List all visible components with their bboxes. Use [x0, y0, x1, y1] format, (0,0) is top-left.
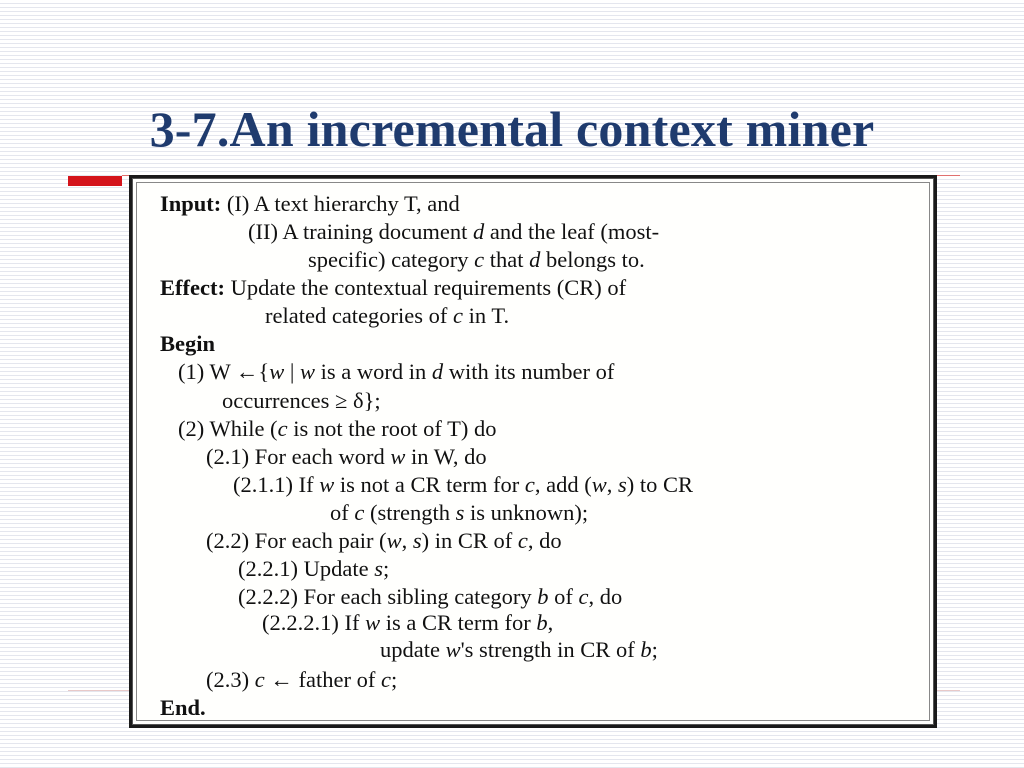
algo-text: ← father of	[264, 667, 381, 692]
algo-text: is unknown);	[464, 500, 589, 525]
algo-line	[238, 584, 622, 610]
slide-title: 3-7.An incremental context miner	[149, 101, 875, 157]
algo-text: ,	[401, 528, 413, 553]
variable-text: c	[254, 667, 265, 692]
variable-text: w	[300, 359, 316, 384]
algo-text: (2.2) For each pair (	[206, 528, 387, 553]
variable-text: s	[374, 556, 383, 581]
keyword-text: Begin	[160, 331, 216, 356]
algo-text: occurrences ≥ δ};	[222, 388, 381, 413]
algo-line	[262, 610, 553, 636]
algo-text: (2.1) For each word	[206, 444, 391, 469]
algo-text: is not a CR term for	[334, 472, 525, 497]
algo-line	[206, 528, 562, 554]
algo-line	[330, 500, 588, 526]
algo-line	[380, 637, 658, 663]
variable-text: c	[354, 500, 365, 525]
keyword-text: End.	[160, 695, 206, 720]
algo-text: update	[380, 637, 446, 662]
algo-text: ,	[606, 472, 618, 497]
variable-text: c	[517, 528, 528, 553]
algo-text: in W, do	[405, 444, 487, 469]
variable-text: w	[386, 528, 402, 553]
title-rule-right	[937, 175, 960, 176]
algo-text: (strength	[364, 500, 456, 525]
algo-text: ;	[390, 667, 398, 692]
footer-rule-left	[68, 690, 129, 691]
algo-text: of	[330, 500, 355, 525]
algo-text: ;	[651, 637, 658, 662]
algo-text: |	[284, 359, 300, 384]
variable-text: w	[365, 610, 381, 635]
algo-text: specific) category	[308, 247, 475, 272]
variable-text: w	[591, 472, 607, 497]
algo-line	[308, 247, 645, 273]
variable-text: s	[617, 472, 627, 497]
algo-text: of	[548, 584, 579, 609]
algo-line	[206, 444, 487, 470]
algo-text: in T.	[463, 303, 510, 328]
variable-text: w	[319, 472, 335, 497]
algo-line	[265, 303, 509, 329]
algo-line	[160, 191, 460, 217]
variable-text: d	[431, 359, 444, 384]
algo-text: , do	[588, 584, 623, 609]
variable-text: c	[578, 584, 589, 609]
variable-text: d	[472, 219, 485, 244]
algo-line	[178, 359, 614, 385]
variable-text: b	[537, 584, 549, 609]
algo-text: is not the root of T) do	[287, 416, 497, 441]
algo-text: (I) A text hierarchy T, and	[221, 191, 460, 216]
algo-text: (1) W ←{	[178, 359, 270, 384]
algo-text: (2.3)	[206, 667, 255, 692]
variable-text: w	[445, 637, 461, 662]
variable-text: d	[529, 247, 541, 272]
variable-text: c	[277, 416, 288, 441]
variable-text: c	[524, 472, 535, 497]
algo-line	[160, 275, 626, 301]
variable-text: c	[453, 303, 464, 328]
algo-text: 's strength in CR of	[460, 637, 641, 662]
variable-text: c	[474, 247, 485, 272]
algo-line	[238, 556, 389, 582]
variable-text: w	[390, 444, 406, 469]
algo-text: is a CR term for	[380, 610, 537, 635]
algo-text: and the leaf (most-	[484, 219, 660, 244]
algo-text: ) in CR of	[421, 528, 518, 553]
algo-text: with its number of	[443, 359, 615, 384]
variable-text: c	[380, 667, 391, 692]
algorithm-box	[129, 175, 937, 728]
algo-line	[178, 416, 497, 442]
algo-text: , add (	[534, 472, 592, 497]
variable-text: w	[269, 359, 285, 384]
algo-text: (2.2.2.1) If	[262, 610, 366, 635]
variable-text: s	[412, 528, 422, 553]
title-rule-left	[122, 175, 129, 176]
title-accent-bar	[68, 176, 122, 186]
algo-text: that	[484, 247, 530, 272]
algo-text: ) to CR	[626, 472, 694, 497]
algo-line	[160, 331, 215, 357]
variable-text: b	[536, 610, 548, 635]
algo-line	[206, 667, 397, 693]
algo-text: is a word in	[315, 359, 432, 384]
variable-text: s	[455, 500, 465, 525]
algo-line	[160, 695, 206, 721]
algo-line	[233, 472, 693, 498]
algo-text: related categories of	[265, 303, 454, 328]
algo-text: (2) While (	[178, 416, 278, 441]
algo-text: ;	[382, 556, 390, 581]
algo-line	[222, 388, 381, 414]
algo-text: Update the contextual requirements (CR) of	[224, 275, 627, 300]
algo-text: , do	[527, 528, 562, 553]
keyword-text: Input:	[160, 191, 222, 216]
algo-text: (2.1.1) If	[233, 472, 320, 497]
variable-text: b	[640, 637, 652, 662]
algo-line	[248, 219, 659, 245]
algo-text: (2.2.2) For each sibling category	[238, 584, 538, 609]
keyword-text: Effect:	[160, 275, 225, 300]
algo-text: (II) A training document	[248, 219, 473, 244]
algo-text: (2.2.1) Update	[238, 556, 375, 581]
algo-text: ,	[547, 610, 554, 635]
footer-rule-right	[937, 690, 960, 691]
algo-text: belongs to.	[540, 247, 645, 272]
